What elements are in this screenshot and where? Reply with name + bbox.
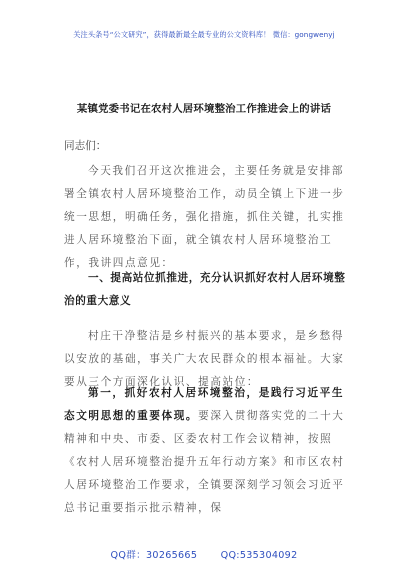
document-title: 某镇党委书记在农村人居环境整治工作推进会上的讲话 — [76, 103, 332, 115]
point-1-bold: 第一，抓好农村人居环境整治，是践行习近平生态文明思想的重要体现。 — [64, 387, 345, 422]
intro-paragraph — [64, 160, 352, 275]
point-1-paragraph — [64, 382, 352, 520]
intro-text: 今天我们召开这次推进会，主要任务就是安排部署全镇农村人居环境整治工作，动员全镇上下进一步统一思想，明确任务，强化措施，抓住关键，扎实推进人居环境整治下面，就全镇农村人居环境整治工作，我讲四点意见： — [64, 165, 345, 269]
point-1-text: 要深入贯彻落实党的二十大精神和中央、市委、区委农村工作会议精神，按照《农村人居环境整治提升五年行动方案》和市区农村人居环境整治工作要求，全镇要深刻学习领会习近平总书记重要指示批示精神，保 — [64, 410, 345, 514]
qq-text: QQ:535304092 — [220, 550, 298, 561]
section-1-text: 村庄干净整洁是乡村振兴的基本要求，是乡愁得以安放的基础，事关广大农民群众的根本福祉。大家要从三个方面深化认识、提高站位： — [64, 330, 345, 388]
salutation: 同志们： — [64, 140, 107, 152]
section-1-heading-text: 一、提高站位抓推进，充分认识抓好农村人居环境整治的重大意义 — [64, 272, 346, 307]
qq-group-text: QQ群：30265665 — [110, 550, 198, 561]
promo-banner: 关注头条号“公文研究”，获得最新最全最专业的公文资料库！ 微信：gongwenyj — [73, 30, 335, 39]
contact-footer — [0, 547, 408, 561]
section-1-heading — [64, 267, 354, 313]
